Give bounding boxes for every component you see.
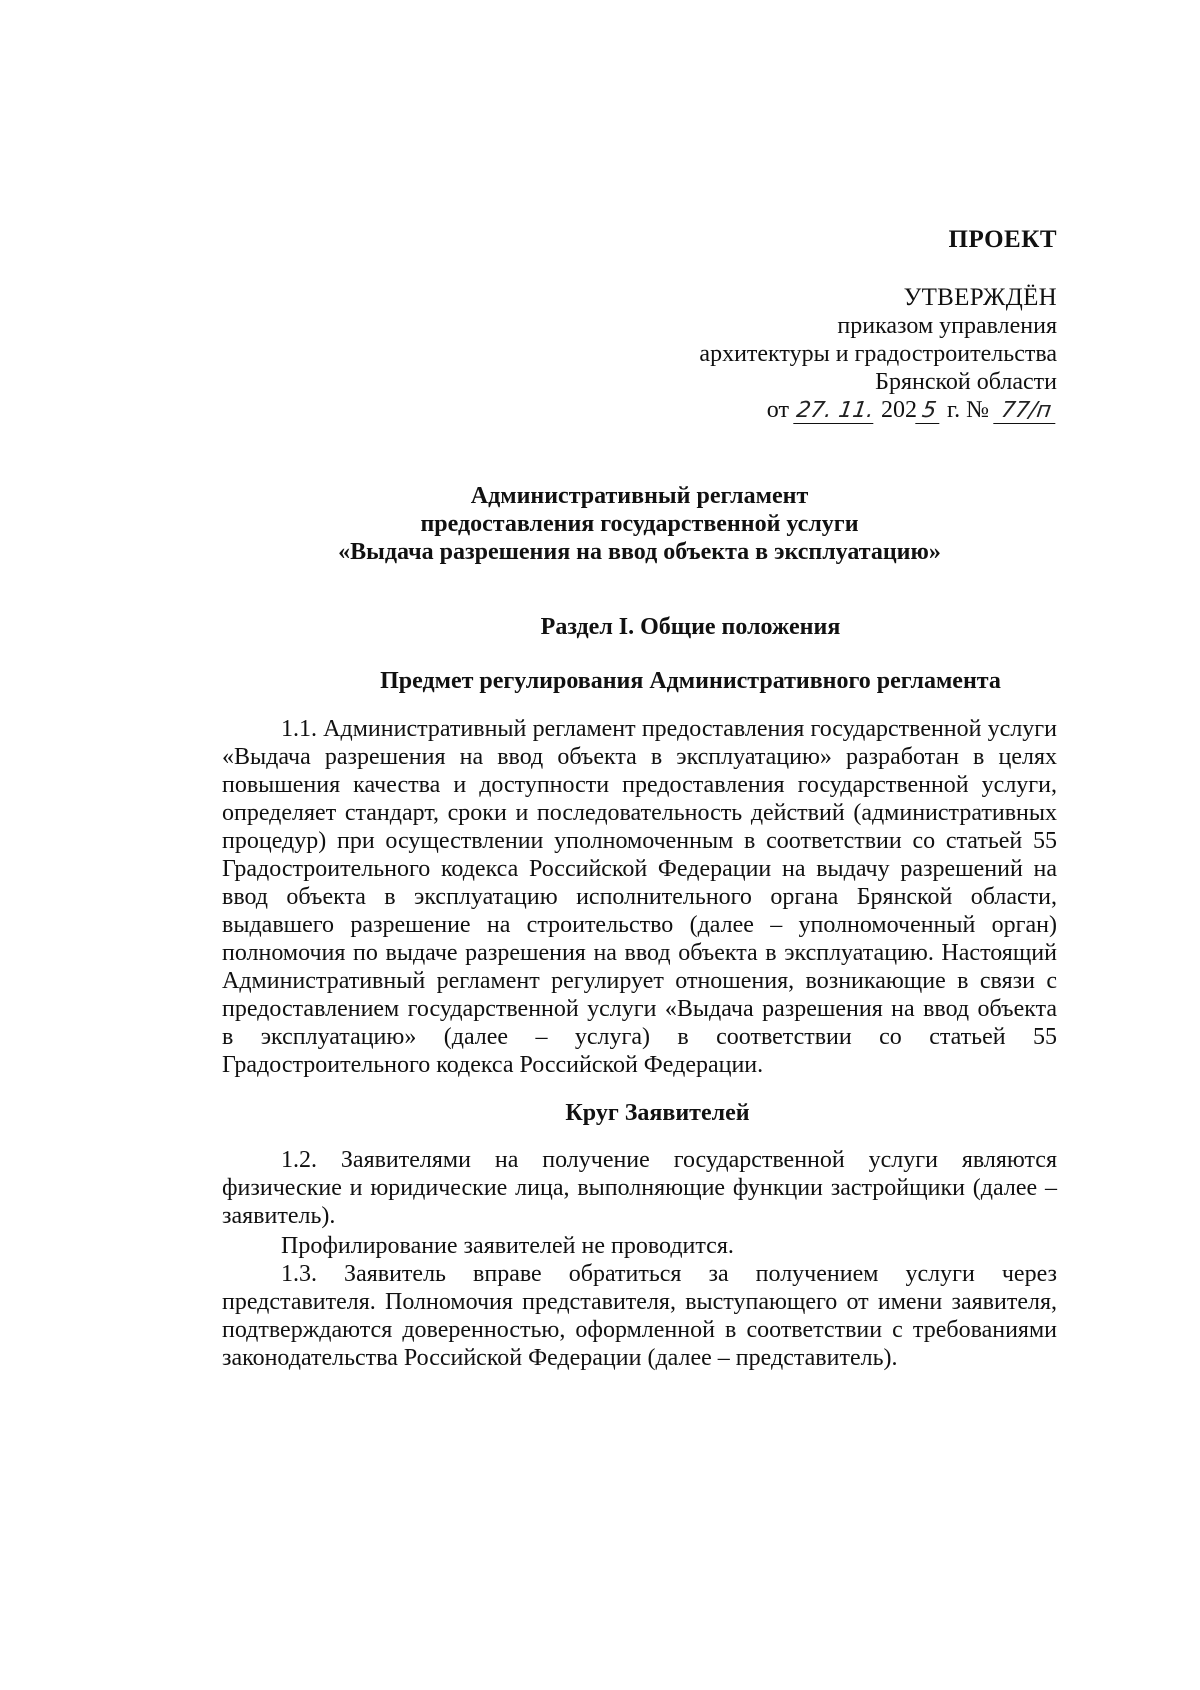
paragraph-profiling: Профилирование заявителей не проводится. <box>281 1233 734 1259</box>
title-line-2: предоставления государственной услуги <box>420 511 859 537</box>
year-suffix: г. № <box>946 397 989 423</box>
handwritten-date: 27. 11. <box>794 398 876 423</box>
handwritten-year-digit: 5 <box>915 399 943 424</box>
approved-by-line-3: Брянской области <box>875 369 1057 395</box>
approval-block <box>699 284 1057 424</box>
paragraph-1-1: 1.1. Административный регламент предоставления государственной услуги «Выдача разрешения на ввод объекта в эксплуатацию» разработан в целях повышения качества и доступности предоставления государственной услуги, определяет стандарт, сроки и последовательность действий (административных процедур) при осуществлении уполномоченным в соответствии со статьей 55 Градостроительного кодекса Российской Федерации на выдачу разрешений на ввод объекта в эксплуатацию исполнительного органа Брянской области, выдавшего разрешение на строительство (далее – уполномоченный орган) полномочия по выдаче разрешения на ввод объекта в эксплуатацию. Настоящий Административный регламент регулирует отношения, возникающие в связи с предоставлением государственной услуги «Выдача разрешения на ввод объекта в эксплуатацию» (далее – услуга) в соответствии со статьей 55 Градостроительного кодекса Российской Федерации. <box>222 716 1057 1078</box>
section-1-heading: Раздел I. Общие положения <box>540 614 841 640</box>
subject-heading: Предмет регулирования Административного регламента <box>380 668 1001 694</box>
project-stamp: ПРОЕКТ <box>948 226 1057 253</box>
title-line-3: «Выдача разрешения на ввод объекта в эксплуатацию» <box>338 539 941 565</box>
approval-date-line <box>699 396 1057 424</box>
date-prefix: от <box>766 397 789 423</box>
title-line-1: Административный регламент <box>470 483 809 509</box>
applicants-heading: Круг Заявителей <box>565 1100 750 1126</box>
approved-by-line-2: архитектуры и градостроительства <box>699 341 1057 367</box>
paragraph-1-2: 1.2. Заявителями на получение государственной услуги являются физические и юридические лица, выполняющие функции застройщики (далее – заявитель). <box>222 1147 1057 1229</box>
year-prefix: 202 <box>880 397 917 423</box>
paragraph-1-3: 1.3. Заявитель вправе обратиться за получением услуги через представителя. Полномочия представителя, выступающего от имени заявителя, подтверждаются доверенностью, оформленной в соответствии с требованиями законодательства Российской Федерации (далее – представитель). <box>222 1261 1057 1371</box>
document-title <box>222 482 1057 566</box>
approved-label: УТВЕРЖДЁН <box>903 284 1057 311</box>
approved-by-line-1: приказом управления <box>837 313 1057 339</box>
handwritten-order-number: 77/п <box>993 399 1059 424</box>
